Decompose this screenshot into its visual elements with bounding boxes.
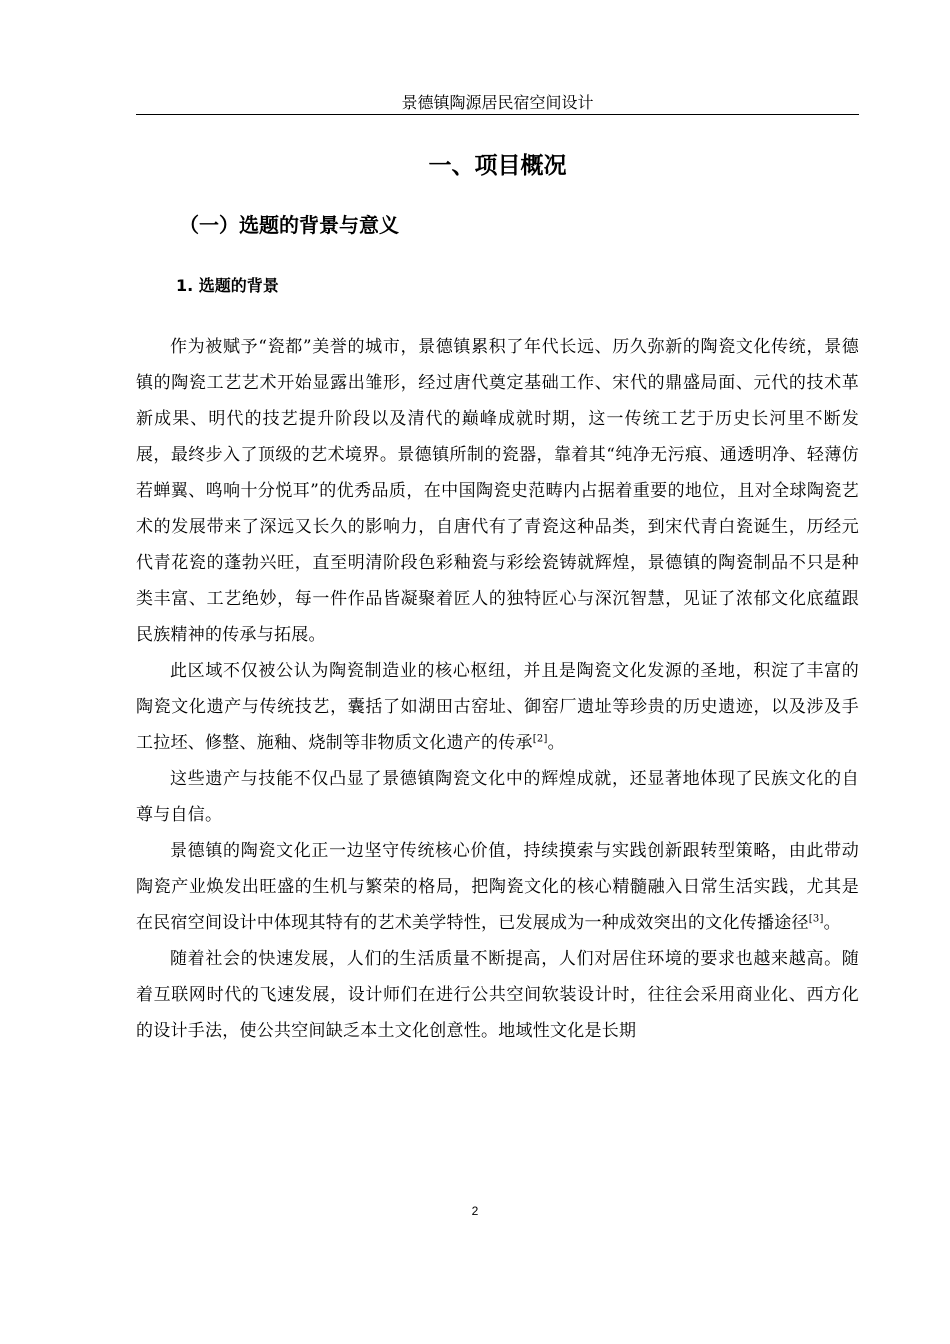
citation-ref[interactable]: [2]	[532, 733, 548, 745]
paragraph-text: 随着社会的快速发展，人们的生活质量不断提高，人们对居住环境的要求也越来越高。随着互联网时代的飞速发展，设计师们在进行公共空间软装设计时，往往会采用商业化、西方化的设计手法，使公共空间缺乏本土文化创意性。地域性文化是长期	[136, 949, 859, 1041]
page-number: 2	[471, 1204, 479, 1218]
paragraph-tail: 。	[823, 913, 841, 933]
body-text	[136, 329, 859, 1049]
paragraph-text: 作为被赋予“瓷都”美誉的城市，景德镇累积了年代长远、历久弥新的陶瓷文化传统，景德镇的陶瓷工艺艺术开始显露出雏形，经过唐代奠定基础工作、宋代的鼎盛局面、元代的技术革新成果、明代的技艺提升阶段以及清代的巅峰成就时期，这一传统工艺于历史长河里不断发展，最终步入了顶级的艺术境界。景德镇所制的瓷器，靠着其“纯净无污痕、通透明净、轻薄仿若蝉翼、鸣响十分悦耳”的优秀品质，在中国陶瓷史范畴内占据着重要的地位，且对全球陶瓷艺术的发展带来了深远又长久的影响力，自唐代有了青瓷这种品类，到宋代青白瓷诞生，历经元代青花瓷的蓬勃兴旺，直至明清阶段色彩釉瓷与彩绘瓷铸就辉煌，景德镇的陶瓷制品不只是种类丰富、工艺绝妙，每一件作品皆凝聚着匠人的独特匠心与深沉智慧，见证了浓郁文化底蕴跟民族精神的传承与拓展。	[136, 337, 859, 645]
paragraph-tail: 。	[547, 733, 565, 753]
paragraph-5	[136, 941, 859, 1049]
paragraph-1	[136, 329, 859, 653]
running-header-title: 景德镇陶源居民宿空间设计	[401, 93, 594, 112]
paragraph-text: 此区域不仅被公认为陶瓷制造业的核心枢纽，并且是陶瓷文化发源的圣地，积淀了丰富的陶瓷文化遗产与传统技艺，囊括了如湖田古窑址、御窑厂遗址等珍贵的历史遗迹，以及涉及手工拉坯、修整、施釉、烧制等非物质文化遗产的传承	[136, 661, 859, 753]
subsection-heading: 1. 选题的背景	[176, 276, 279, 295]
header-rule	[136, 114, 859, 115]
paragraph-3	[136, 761, 859, 833]
chapter-heading: 一、项目概况	[428, 153, 567, 179]
paragraph-2	[136, 653, 859, 761]
paragraph-text: 这些遗产与技能不仅凸显了景德镇陶瓷文化中的辉煌成就，还显著地体现了民族文化的自尊与自信。	[136, 769, 859, 825]
paragraph-4	[136, 833, 859, 941]
citation-ref[interactable]: [3]	[808, 913, 824, 925]
paragraph-text: 景德镇的陶瓷文化正一边坚守传统核心价值，持续摸索与实践创新跟转型策略，由此带动陶瓷产业焕发出旺盛的生机与繁荣的格局，把陶瓷文化的核心精髓融入日常生活实践，尤其是在民宿空间设计中体现其特有的艺术美学特性，已发展成为一种成效突出的文化传播途径	[136, 841, 859, 933]
section-heading: （一）选题的背景与意义	[179, 213, 399, 237]
